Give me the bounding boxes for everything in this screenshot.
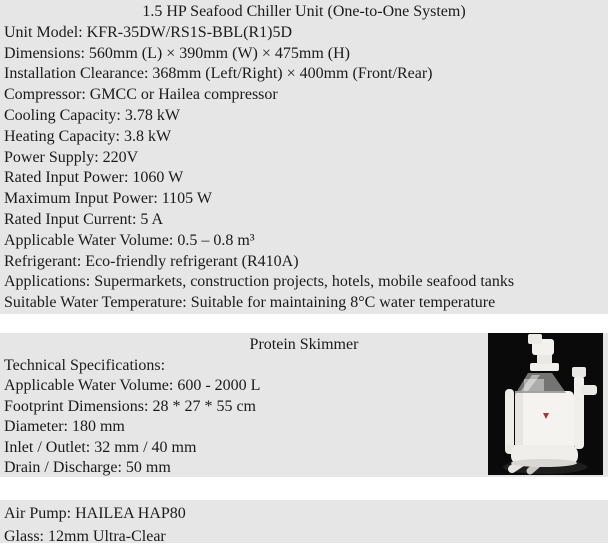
spec-line-power-supply: Power Supply: 220V [4, 148, 604, 169]
spec-line-rated-input-current: Rated Input Current: 5 A [4, 210, 604, 231]
spec-line-drain-discharge: Drain / Discharge: 50 mm [4, 458, 604, 479]
protein-skimmer-photo [488, 333, 603, 475]
spec-line-applicable-water-volume: Applicable Water Volume: 0.5 – 0.8 m³ [4, 231, 604, 252]
spec-line-heating-capacity: Heating Capacity: 3.8 kW [4, 127, 604, 148]
spec-line-unit-model: Unit Model: KFR-35DW/RS1S-BBL(R1)5D [4, 23, 604, 44]
spec-line-cooling-capacity: Cooling Capacity: 3.78 kW [4, 106, 604, 127]
spec-line-applications: Applications: Supermarkets, construction projects, hotels, mobile seafood tanks [4, 272, 604, 293]
section-divider [0, 477, 608, 500]
spec-line-skimmer-water-volume: Applicable Water Volume: 600 - 2000 L [4, 376, 604, 397]
spec-line-footprint-dimensions: Footprint Dimensions: 28 * 27 * 55 cm [4, 397, 604, 418]
skimmer-section-title: Protein Skimmer [4, 335, 604, 356]
spec-line-compressor: Compressor: GMCC or Hailea compressor [4, 85, 604, 106]
spec-line-installation-clearance: Installation Clearance: 368mm (Left/Right) × 400mm (Front/Rear) [4, 64, 604, 85]
spec-line-suitable-water-temperature: Suitable Water Temperature: Suitable for maintaining 8°C water temperature [4, 293, 604, 314]
spec-line-technical-specifications: Technical Specifications: [4, 356, 604, 377]
spec-line-maximum-input-power: Maximum Input Power: 1105 W [4, 189, 604, 210]
section-divider [0, 314, 608, 333]
chiller-section-title: 1.5 HP Seafood Chiller Unit (One-to-One System) [4, 2, 604, 23]
spec-line-dimensions: Dimensions: 560mm (L) × 390mm (W) × 475mm (H) [4, 44, 604, 65]
spec-line-rated-input-power: Rated Input Power: 1060 W [4, 168, 604, 189]
skimmer-spec-section [0, 333, 608, 477]
spec-line-refrigerant: Refrigerant: Eco-friendly refrigerant (R410A) [4, 252, 604, 273]
spec-line-inlet-outlet: Inlet / Outlet: 32 mm / 40 mm [4, 438, 604, 459]
extras-spec-section [0, 500, 608, 543]
spec-line-glass: Glass: 12mm Ultra-Clear [4, 526, 604, 548]
spec-line-diameter: Diameter: 180 mm [4, 417, 604, 438]
spec-line-air-pump: Air Pump: HAILEA HAP80 [4, 503, 604, 526]
